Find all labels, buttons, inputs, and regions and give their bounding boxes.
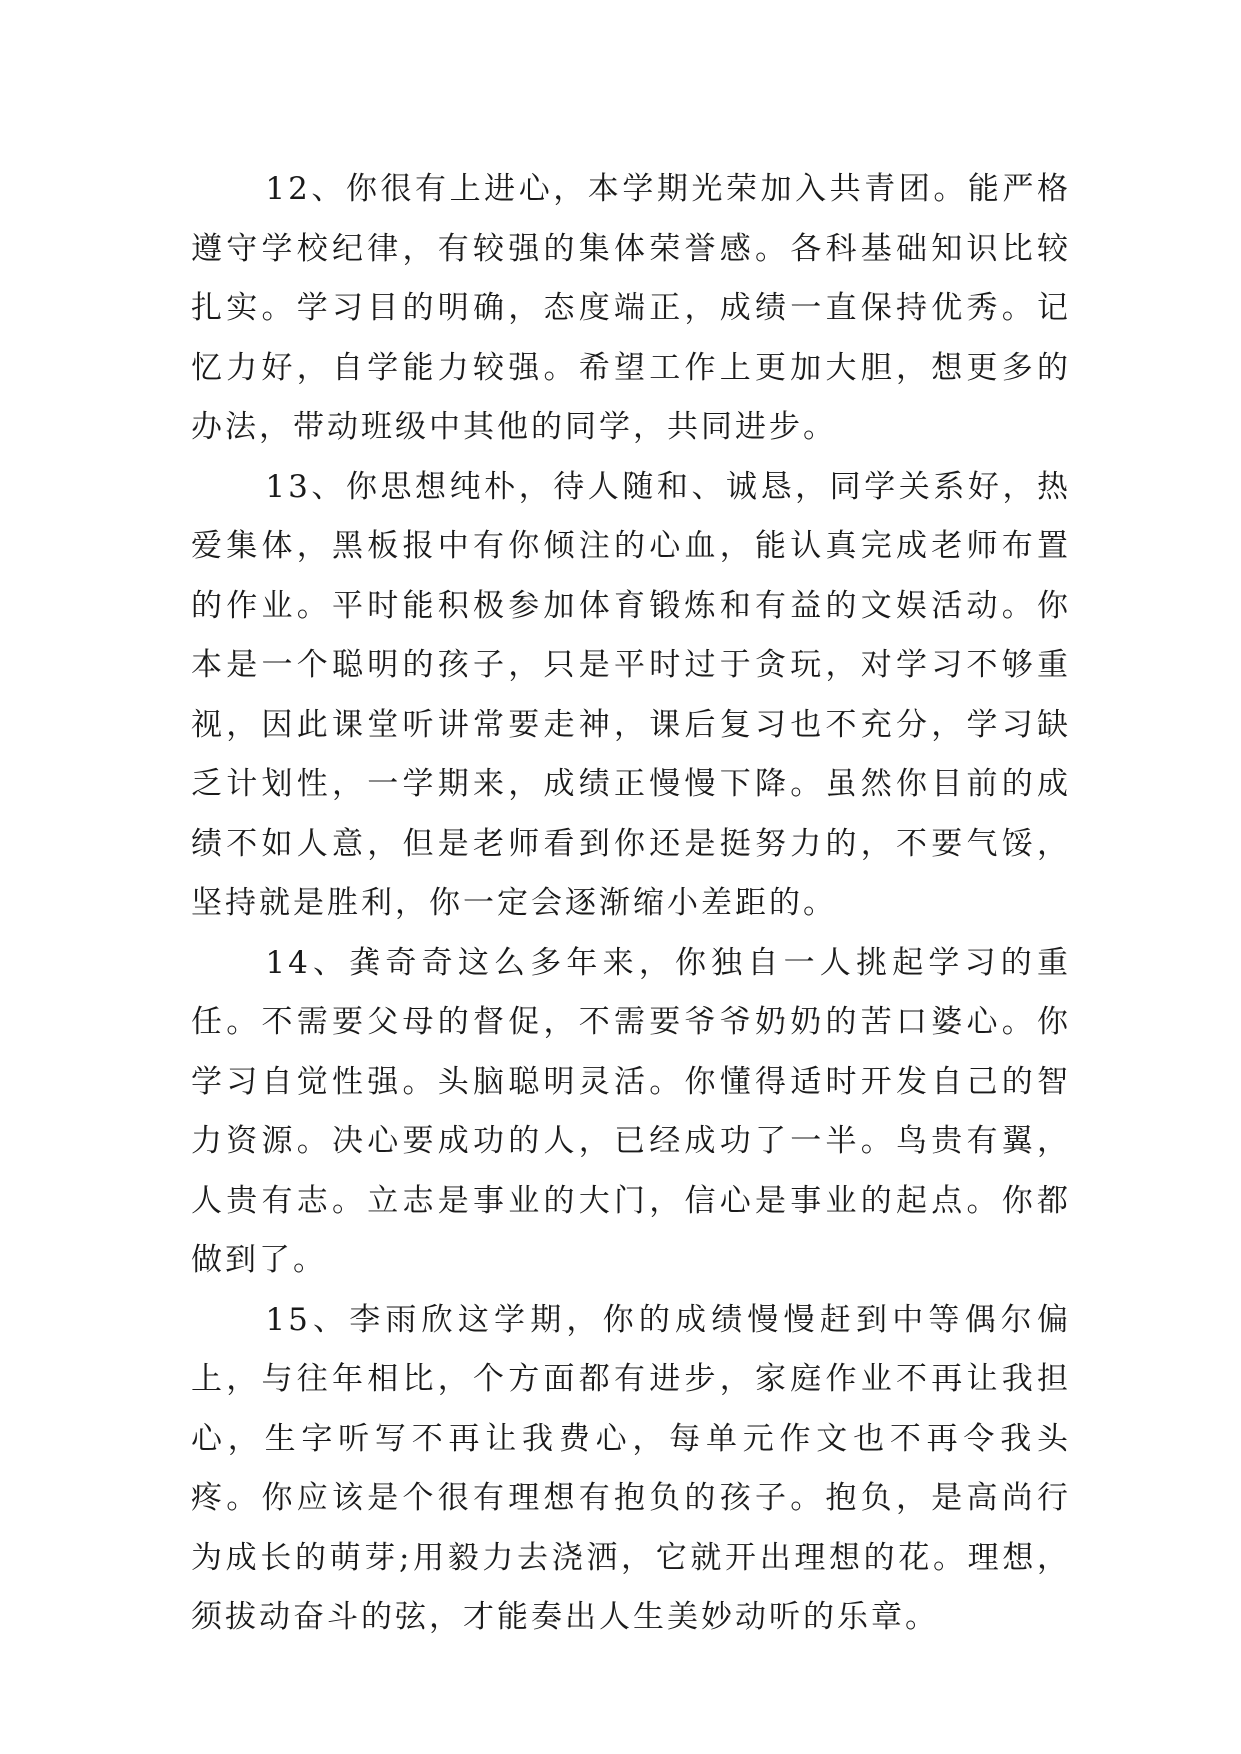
document-body bbox=[191, 160, 1071, 1648]
paragraph-15: 15、李雨欣这学期，你的成绩慢慢赶到中等偶尔偏上，与往年相比，个方面都有进步，家庭作业不再让我担心，生字听写不再让我费心，每单元作文也不再令我头疼。你应该是个很有理想有抱负的孩子。抱负，是高尚行为成长的萌芽;用毅力去浇洒，它就开出理想的花。理想，须拔动奋斗的弦，才能奏出人生美妙动听的乐章。 bbox=[191, 1301, 1071, 1635]
paragraph-13: 13、你思想纯朴，待人随和、诚恳，同学关系好，热爱集体，黑板报中有你倾注的心血，能认真完成老师布置的作业。平时能积极参加体育锻炼和有益的文娱活动。你本是一个聪明的孩子，只是平时过于贪玩，对学习不够重视，因此课堂听讲常要走神，课后复习也不充分，学习缺乏计划性，一学期来，成绩正慢慢下降。虽然你目前的成绩不如人意，但是老师看到你还是挺努力的，不要气馁，坚持就是胜利，你一定会逐渐缩小差距的。 bbox=[191, 468, 1071, 921]
paragraph-12: 12、你很有上进心，本学期光荣加入共青团。能严格遵守学校纪律，有较强的集体荣誉感。各科基础知识比较扎实。学习目的明确，态度端正，成绩一直保持优秀。记忆力好，自学能力较强。希望工作上更加大胆，想更多的办法，带动班级中其他的同学，共同进步。 bbox=[191, 171, 1071, 445]
paragraph-14: 14、龚奇奇这么多年来，你独自一人挑起学习的重任。不需要父母的督促，不需要爷爷奶奶的苦口婆心。你学习自觉性强。头脑聪明灵活。你懂得适时开发自己的智力资源。决心要成功的人，已经成功了一半。鸟贵有翼，人贵有志。立志是事业的大门，信心是事业的起点。你都做到了。 bbox=[191, 944, 1071, 1278]
